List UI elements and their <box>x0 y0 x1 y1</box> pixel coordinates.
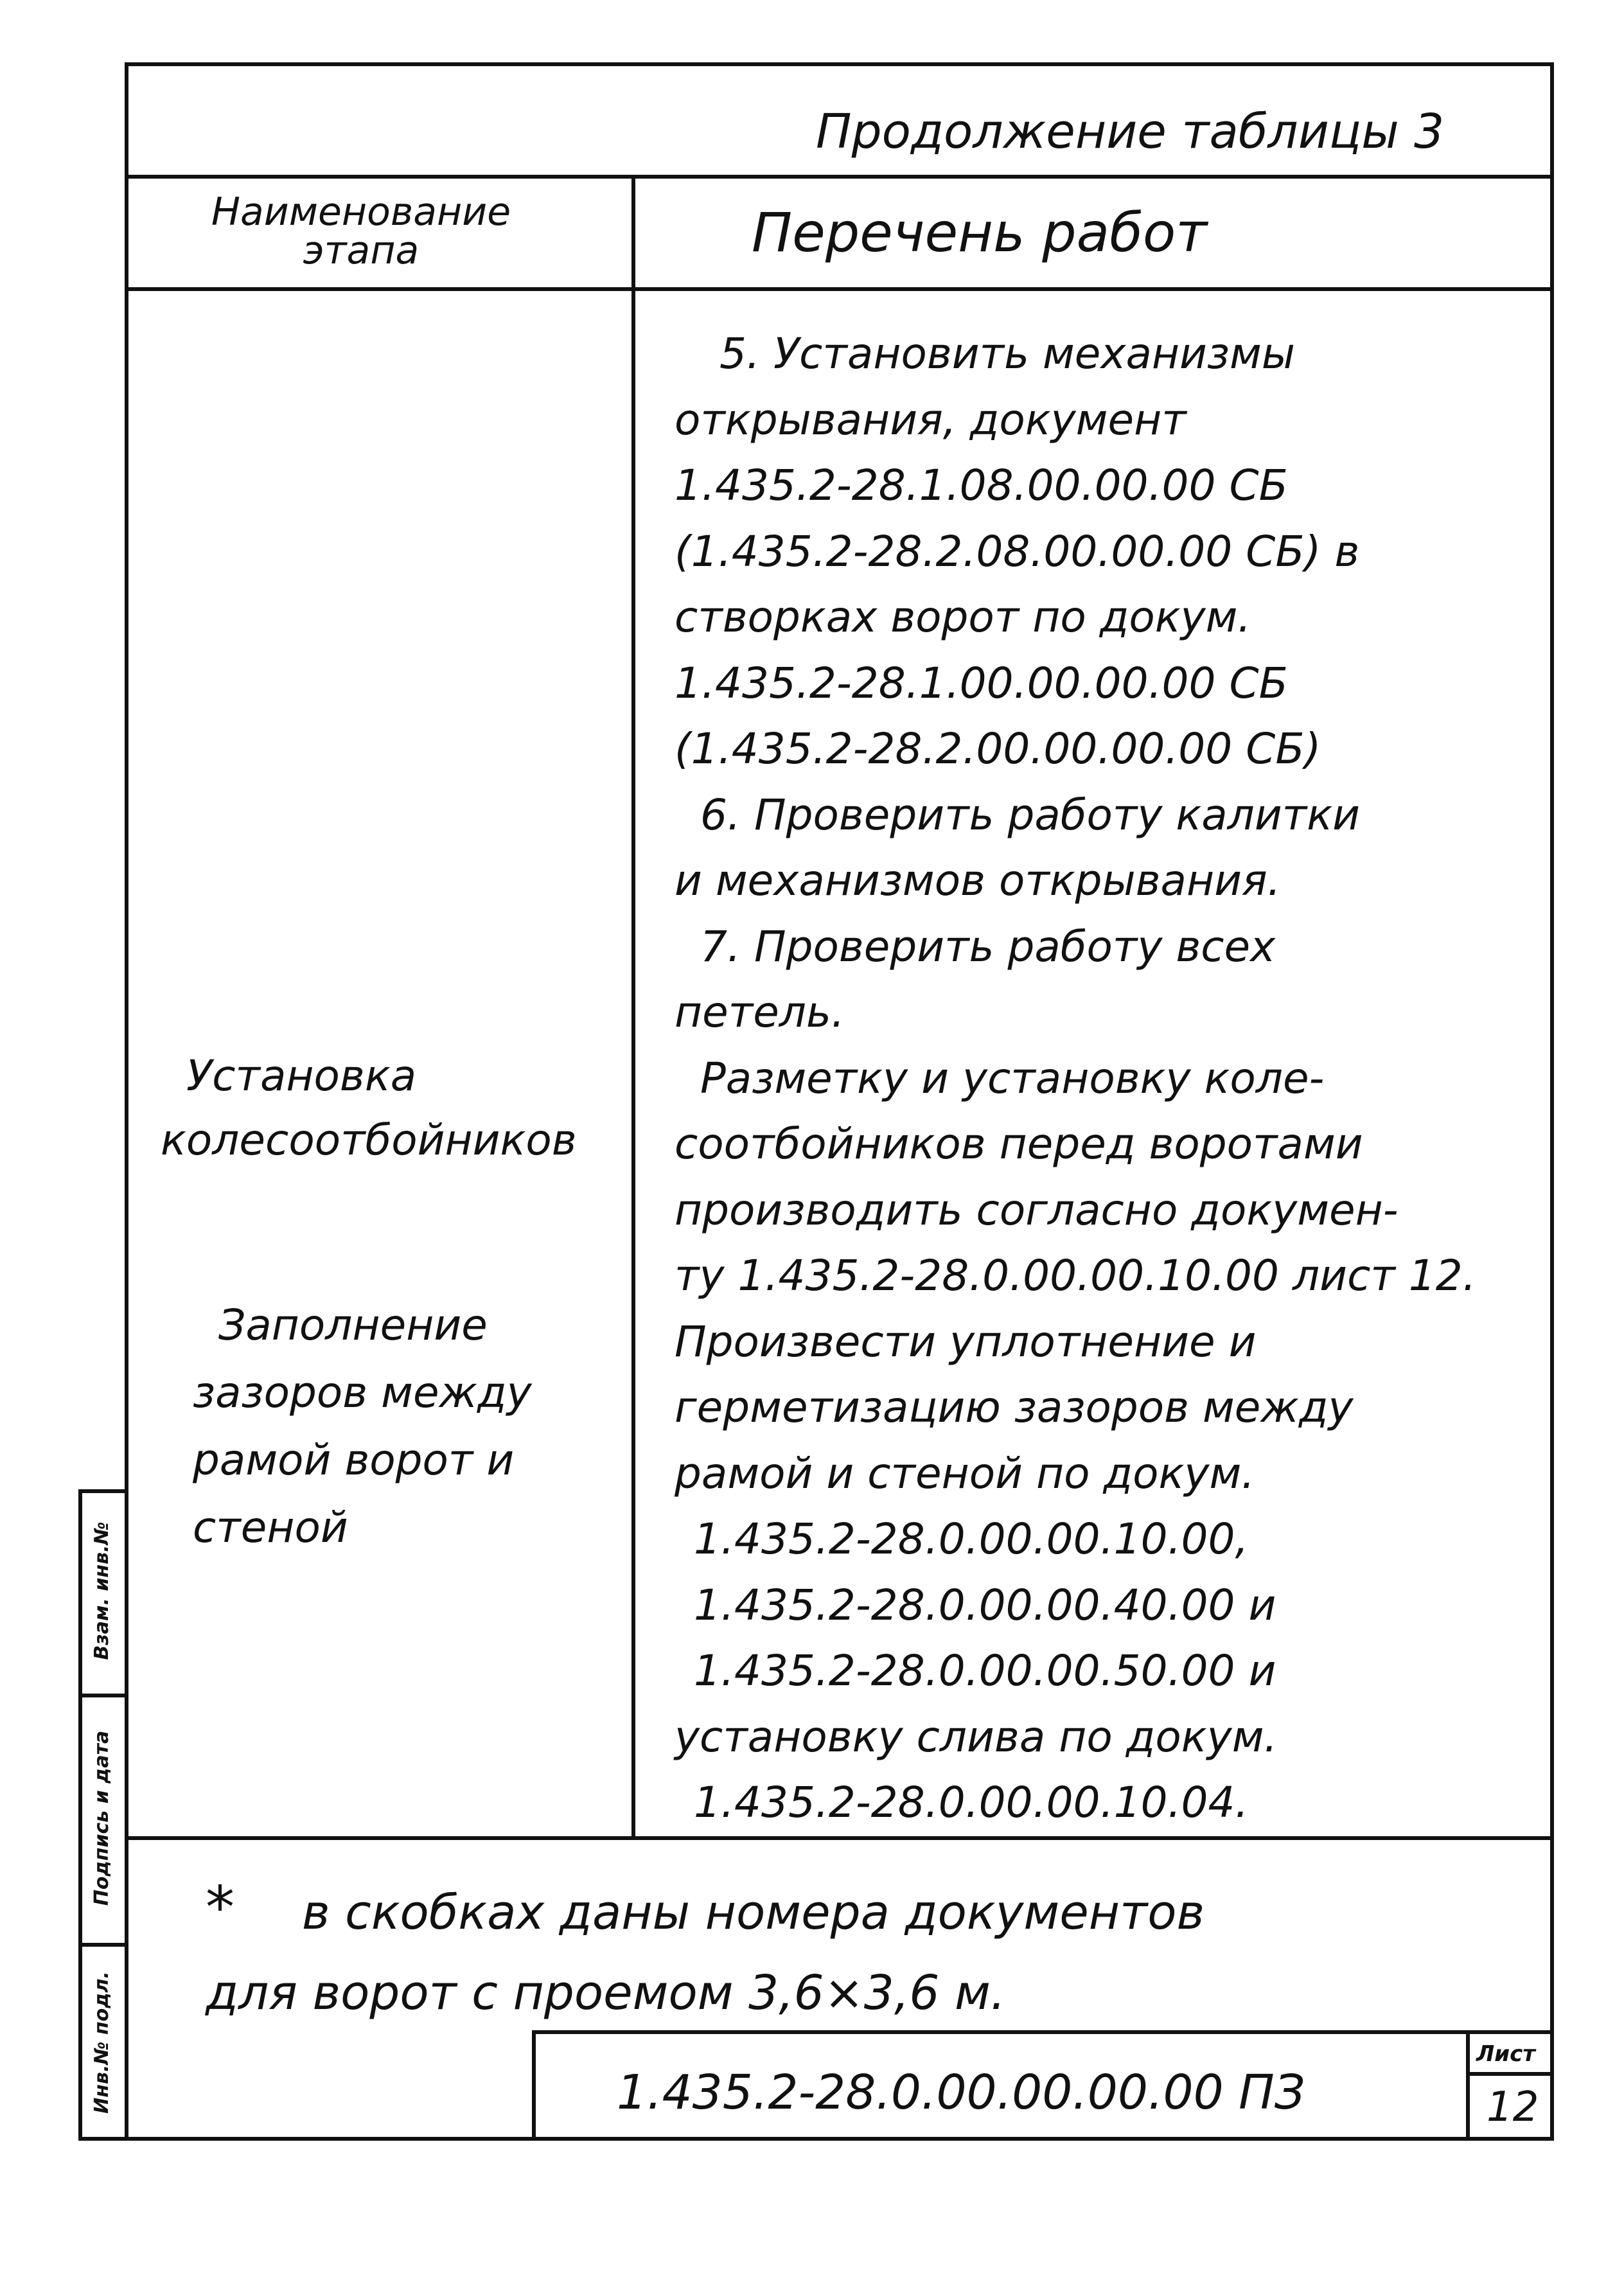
document-code: 1.435.2-28.0.00.00.00.00 ПЗ <box>617 2065 1305 2120</box>
works-column-header: Перечень работ <box>752 201 1208 264</box>
stage-wheel-guards <box>161 1044 577 1173</box>
works-line: 1.435.2-28.0.00.00.50.00 и <box>694 1646 1276 1695</box>
works-line: соотбойников перед воротами <box>675 1119 1363 1169</box>
table-bottom-divider <box>125 1836 1554 1840</box>
works-line: открывания, документ <box>675 394 1187 445</box>
works-line: герметизацию зазоров между <box>675 1383 1354 1432</box>
sheet-box-left <box>1466 2030 1470 2141</box>
works-line: 1.435.2-28.0.00.00.10.04. <box>694 1778 1249 1827</box>
stage-gap-line-4: стеной <box>193 1503 348 1552</box>
works-line: 1.435.2-28.0.00.00.10.00, <box>694 1514 1249 1564</box>
works-line: 1.435.2-28.1.08.00.00.00 СБ <box>675 461 1288 510</box>
sheet-number: 12 <box>1487 2084 1539 2131</box>
works-line: 1.435.2-28.1.00.00.00.00 СБ <box>675 658 1288 708</box>
footnote-star: * <box>206 1874 234 1942</box>
works-line: производить согласно докумен- <box>675 1185 1399 1235</box>
works-line: петель. <box>675 987 845 1037</box>
works-line: ту 1.435.2-28.0.00.00.10.00 лист 12. <box>675 1251 1476 1300</box>
side-sign-date: Подпись и дата <box>91 1730 113 1906</box>
stage-gap-line-3: рамой ворот и <box>193 1435 515 1485</box>
stage-wheel-line-2: колесоотбойников <box>161 1115 577 1165</box>
works-line: 1.435.2-28.0.00.00.40.00 и <box>694 1580 1276 1630</box>
continuation-title: Продолжение таблицы 3 <box>816 104 1445 159</box>
works-line: и механизмов открывания. <box>675 856 1281 905</box>
works-line: 6. Проверить работу калитки <box>700 790 1360 840</box>
stage-gap-filling <box>193 1291 532 1561</box>
sheet-label: Лист <box>1476 2041 1535 2067</box>
stage-header-line-2: этапа <box>303 228 419 273</box>
works-line: 5. Установить механизмы <box>719 329 1295 378</box>
title-block-left <box>532 2030 536 2141</box>
works-line: (1.435.2-28.2.08.00.00.00 СБ) в <box>675 526 1360 576</box>
works-line: установку слива по докум. <box>675 1712 1278 1762</box>
side-inv-orig: Инв.№ подл. <box>91 1971 113 2114</box>
works-line: 7. Проверить работу всех <box>700 921 1276 971</box>
footnote-line-2: для ворот с проемом 3,6×3,6 м. <box>206 1965 1006 2021</box>
stage-column-header <box>168 190 554 273</box>
footnote-line-1: в скобках даны номера документов <box>302 1885 1205 1940</box>
works-list <box>675 321 1476 1836</box>
works-line: Разметку и установку коле- <box>700 1053 1325 1103</box>
stage-wheel-line-1: Установка <box>186 1051 417 1101</box>
sheet-box-divider <box>1466 2072 1554 2076</box>
works-line: створках ворот по докум. <box>675 592 1251 642</box>
title-block-top <box>532 2030 1554 2034</box>
stage-header-line-1: Наименование <box>211 190 511 235</box>
stage-gap-line-1: Заполнение <box>218 1300 488 1350</box>
side-inv-replace: Взам. инв.№ <box>91 1521 113 1660</box>
works-line: (1.435.2-28.2.00.00.00.00 СБ) <box>675 724 1321 774</box>
works-line: Произвести уплотнение и <box>675 1316 1257 1367</box>
column-divider <box>631 175 635 1840</box>
works-line: рамой и стеной по докум. <box>675 1448 1255 1498</box>
header-divider <box>125 175 1554 179</box>
column-header-divider <box>125 287 1554 291</box>
stage-gap-line-2: зазоров между <box>193 1368 532 1417</box>
